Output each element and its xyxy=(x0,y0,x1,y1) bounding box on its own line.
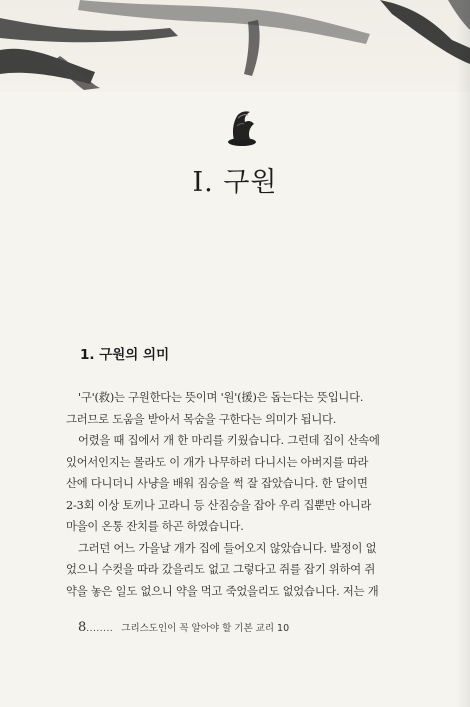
calligraphy-brush-band xyxy=(0,0,470,92)
page-edge-shadow xyxy=(456,0,470,707)
text-line: 산에 다니더니 사냥을 배워 짐승을 썩 잘 잡았습니다. 한 달이면 xyxy=(66,477,368,490)
page-number: 8 xyxy=(78,620,87,635)
body-text xyxy=(66,387,402,602)
text-line: 었으니 수컷을 따라 갔을리도 없고 그렇다고 쥐를 잡기 위하여 쥐 xyxy=(66,563,376,576)
text-line: 약을 놓은 일도 없으니 약을 먹고 죽었을리도 없었습니다. 저는 개 xyxy=(66,584,379,598)
book-title: 그리스도인이 꼭 알아야 할 기본 교리 10 xyxy=(121,623,290,634)
text-line: '구'(救)는 구원한다는 뜻이며 '원'(援)은 돕는다는 뜻입니다. xyxy=(78,391,364,404)
text-line: 어렸을 때 집에서 개 한 마리를 키웠습니다. 그런데 집이 산속에 xyxy=(78,434,380,447)
chapter-emblem-icon xyxy=(224,104,260,148)
section-heading: 1. 구원의 의미 xyxy=(80,347,170,363)
text-line: 마을이 온통 잔치를 하곤 하였습니다. xyxy=(66,520,244,533)
brush-stroke-art xyxy=(0,0,470,92)
text-line: 그러므로 도움을 받아서 목숨을 구한다는 의미가 됩니다. xyxy=(66,412,337,426)
text-line: 그러던 어느 가을날 개가 집에 들어오지 않았습니다. 발정이 없 xyxy=(78,541,377,555)
page-footer xyxy=(78,616,289,635)
footer-dots: ........ xyxy=(86,624,114,634)
text-line: 2-3회 이상 토끼나 고라니 등 산짐승을 잡아 우리 집뿐만 아니라 xyxy=(66,498,372,512)
text-line: 있어서인지는 몰라도 이 개가 나무하러 다니시는 아버지를 따라 xyxy=(66,455,369,469)
chapter-title: Ⅰ. 구원 xyxy=(192,167,278,198)
